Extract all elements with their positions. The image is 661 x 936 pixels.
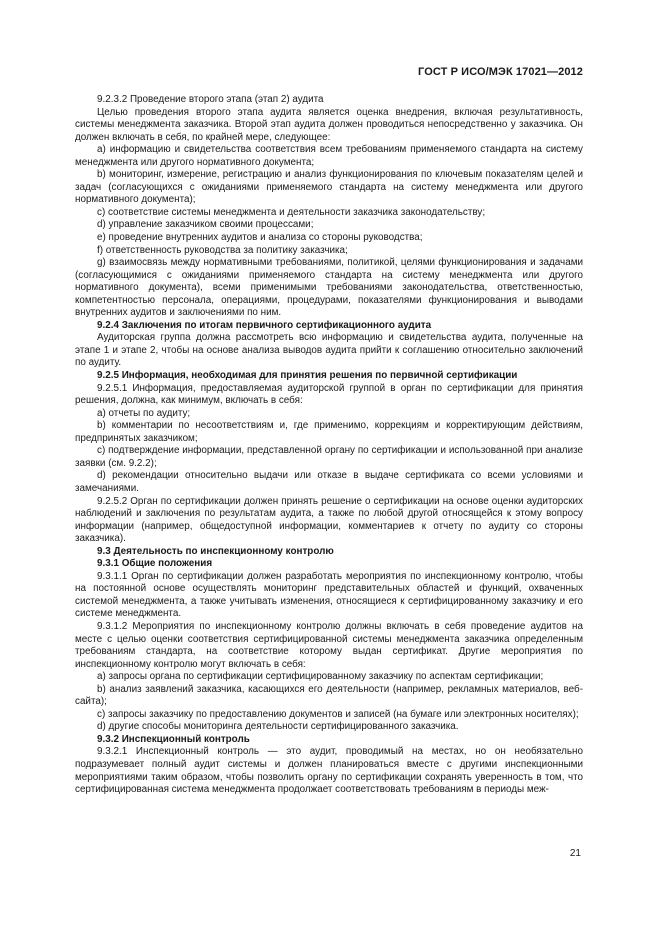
body-paragraph: 9.3.1.2 Мероприятия по инспекционному контролю должны включать в себя проведение аудитов на месте с целью оценки соответствия сертифицированной системы менеджмента заказчика определенным требованиям стандарта, на соответствие которому выдан сертификат. Другие мероприятия по инспекционному контролю могут включать в себя:	[75, 620, 583, 670]
list-item: a) информацию и свидетельства соответствия всем требованиям применяемого стандарта на систему менеджмента или другого нормативного документа;	[75, 144, 583, 168]
body-paragraph: 9.2.5.1 Информация, предоставляемая аудиторской группой в орган по сертификации для принятия решения, должна, как минимум, включать в себя:	[75, 382, 583, 407]
list-item: g) взаимосвязь между нормативными требованиями, политикой, целями функционирования и задачами (согласующимися с ожиданиями применяемого стандарта на систему менеджмента или другого нормативного документа), всеми применимыми требованиями законодательства, ответственностью, компетентностью персонала, операциями, процедурами, показателями функционирования и выводами внутренних аудитов и заключениями по ним.	[75, 257, 583, 319]
list-item: d) другие способы мониторинга деятельности сертифицированного заказчика.	[97, 721, 459, 733]
list-item: f) ответственность руководства за политику заказчика;	[97, 244, 348, 256]
list-item: c) подтверждение информации, представленной органу по сертификации и использованной при анализе заявки (см. 9.2.2);	[75, 445, 583, 469]
document-body	[75, 94, 583, 797]
section-heading: 9.3.2 Инспекционный контроль	[97, 733, 250, 745]
section-heading: 9.2.4 Заключения по итогам первичного сертификационного аудита	[97, 319, 432, 331]
section-heading: 9.2.5 Информация, необходимая для принятия решения по первичной сертификации	[97, 370, 518, 382]
body-paragraph: 9.2.5.2 Орган по сертификации должен принять решение о сертификации на основе оценки аудиторских наблюдений и заключения по результатам аудита, а также по любой другой относящейся к этому вопросу информации (например, общедоступной информации, комментариев к отчету по аудиту со стороны заказчика).	[75, 495, 583, 545]
section-heading: 9.3.1 Общие положения	[97, 558, 213, 570]
list-item: c) запросы заказчику по предоставлению документов и записей (на бумаге или электронных носителях);	[97, 708, 579, 720]
list-item: b) мониторинг, измерение, регистрацию и анализ функционирования по ключевым показателям целей и задач (согласующихся с ожиданиями применяемого стандарта на систему менеджмента или другого нормативного документа);	[75, 169, 583, 206]
body-paragraph: 9.3.1.1 Орган по сертификации должен разработать мероприятия по инспекционному контролю, чтобы на постоянной основе осуществлять мониторинг представительных областей и функций, охваченных системой менеджмента, а также учитывать изменения, относящиеся к сертифицированному заказчику и его системе менеджмента.	[75, 570, 583, 620]
list-item: d) рекомендации относительно выдачи или отказе в выдаче сертификата со всеми условиями и замечаниями.	[75, 470, 583, 494]
list-item: c) соответствие системы менеджмента и деятельности заказчика законодательству;	[97, 206, 486, 218]
list-item: e) проведение внутренних аудитов и анализа со стороны руководства;	[97, 232, 423, 244]
list-item: d) управление заказчиком своими процессами;	[97, 219, 314, 231]
body-paragraph: Целью проведения второго этапа аудита является оценка внедрения, включая результативность, системы менеджмента заказчика. Второй этап аудита должен проводиться непосредственно у заказчика. Он должен включать в себя, по крайней мере, следующее:	[75, 106, 583, 143]
list-item: b) комментарии по несоответствиям и, где применимо, коррекциям и корректирующим действиям, предпринятых заказчиком;	[75, 420, 583, 444]
body-paragraph: 9.3.2.1 Инспекционный контроль — это аудит, проводимый на местах, но он необязательно подразумевает полный аудит системы и должен планироваться вместе с другими инспекционными мероприятиями таким образом, чтобы позволить органу по сертификации сохранять уверенность в том, что сертифицированная система менеджмента продолжает соответствовать требованиям в периоды меж-	[75, 746, 583, 796]
list-item: a) отчеты по аудиту;	[97, 407, 191, 419]
section-heading: 9.2.3.2 Проведение второго этапа (этап 2) аудита	[97, 94, 324, 105]
body-paragraph: Аудиторская группа должна рассмотреть всю информацию и свидетельства аудита, полученные на этапе 1 и этапе 2, чтобы на основе анализа выводов аудита прийти к соглашению относительно заключений по аудиту.	[75, 332, 583, 369]
list-item: b) анализ заявлений заказчика, касающихся его деятельности (например, рекламных материалов, веб-сайта);	[75, 683, 583, 708]
document-header: ГОСТ Р ИСО/МЭК 17021—2012	[418, 66, 583, 78]
section-heading: 9.3 Деятельность по инспекционному контролю	[97, 545, 334, 557]
list-item: a) запросы органа по сертификации сертифицированному заказчику по аспектам сертификации;	[97, 671, 544, 683]
page-number: 21	[569, 848, 581, 859]
